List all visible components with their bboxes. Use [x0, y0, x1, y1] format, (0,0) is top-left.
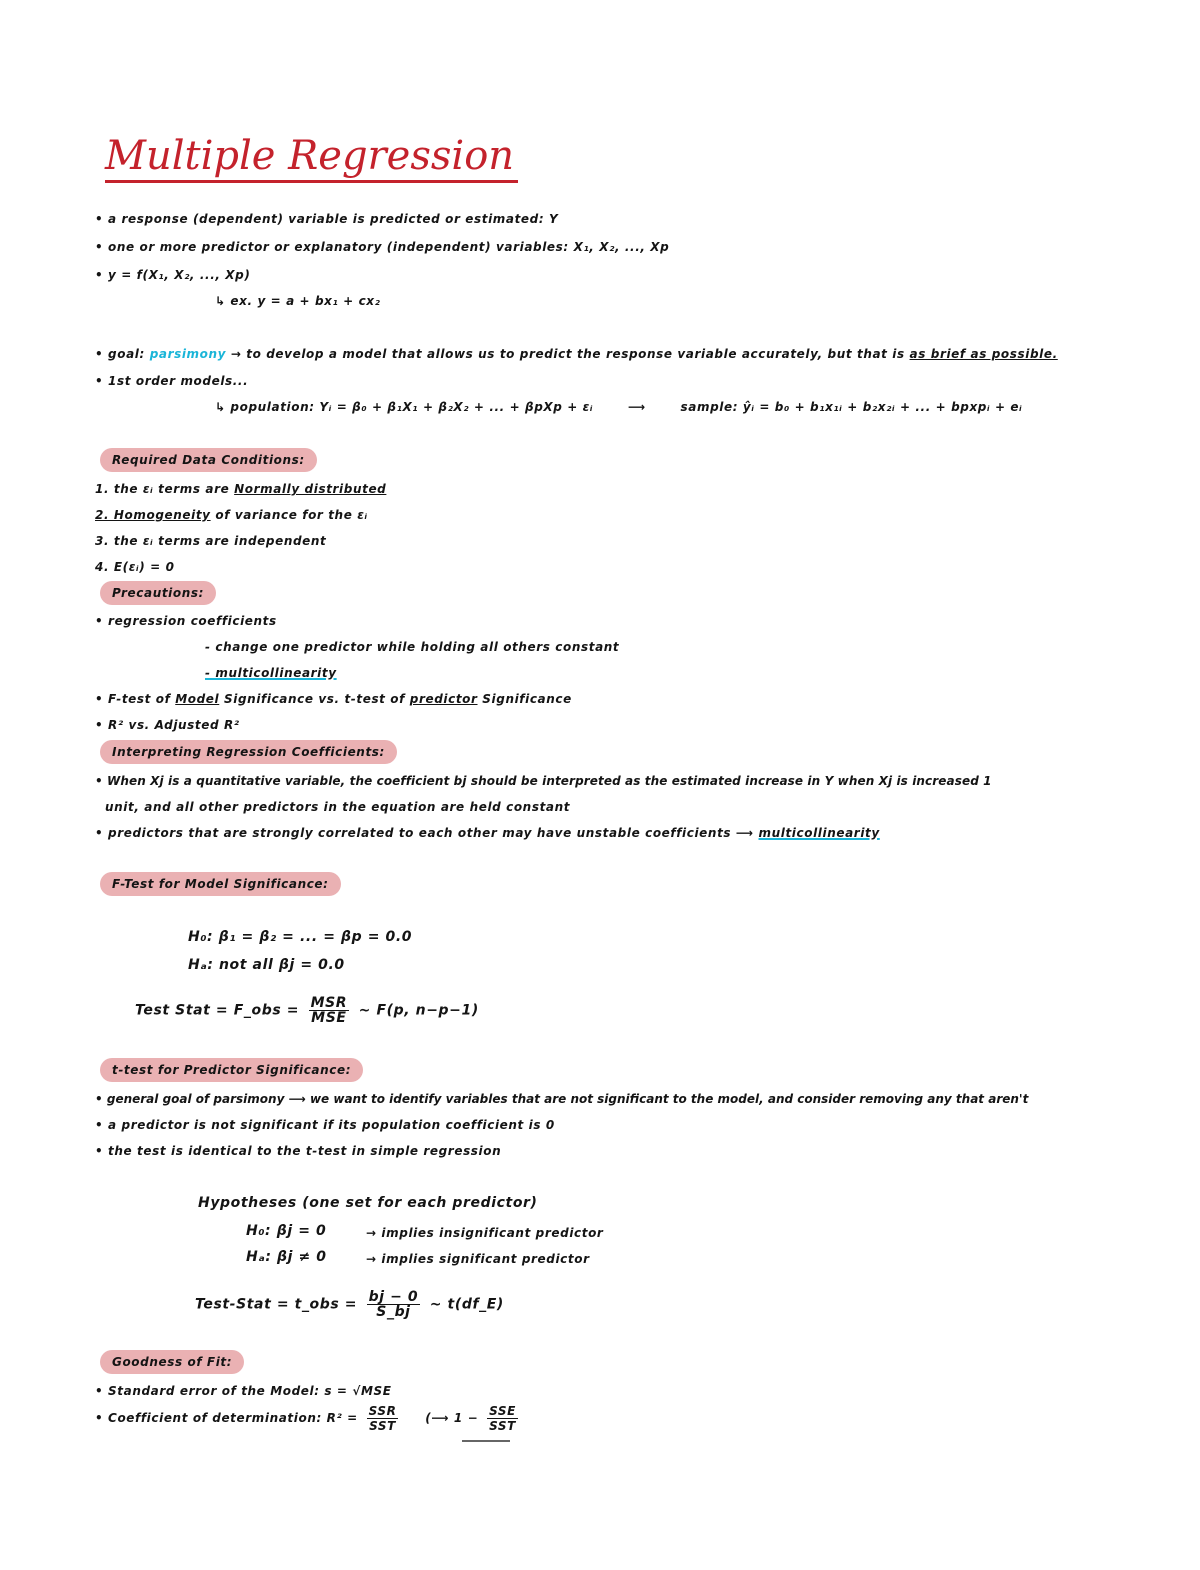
r2-fraction	[367, 1404, 399, 1433]
intro-bullet-function: • y = f(X₁, X₂, ..., Xp)	[95, 268, 251, 282]
section-heading-f-test: F-Test for Model Significance:	[100, 872, 341, 896]
precaution-1: • regression coefficients	[95, 614, 277, 628]
precaution-2-a: • F-test of	[95, 692, 171, 706]
goal-underlined: as brief as possible.	[909, 347, 1058, 361]
condition-1	[95, 480, 386, 498]
t-test-hypotheses-label: Hypotheses (one set for each predictor)	[198, 1195, 538, 1211]
r2-numerator: SSR	[368, 1404, 397, 1418]
r2-alt-numerator: SSE	[489, 1404, 516, 1418]
section-heading-t-test: t-test for Predictor Significance:	[100, 1058, 363, 1082]
r2-alt-denominator: SST	[489, 1419, 516, 1433]
t-test-stat-prefix: Test-Stat = t_obs =	[195, 1296, 358, 1313]
f-test-denominator: MSE	[311, 1010, 347, 1026]
condition-3: 3. the εᵢ terms are independent	[95, 534, 327, 548]
precaution-2-predictor: predictor	[409, 692, 478, 706]
interpreting-1b: unit, and all other predictors in the equation are held constant	[105, 800, 571, 814]
f-test-stat-prefix: Test Stat = F_obs =	[135, 1002, 300, 1019]
intro-example: ↳ ex. y = a + bx₁ + cx₂	[215, 294, 381, 308]
t-test-2: • a predictor is not significant if its population coefficient is 0	[95, 1118, 555, 1132]
condition-2	[95, 506, 368, 524]
f-test-stat-suffix: ~ F(p, n−p−1)	[358, 1002, 479, 1019]
first-order-label: • 1st order models...	[95, 374, 249, 388]
f-test-fraction	[309, 996, 350, 1025]
page-continuation-mark	[462, 1440, 510, 1442]
f-test-numerator: MSR	[310, 995, 348, 1011]
precaution-2-model: Model	[175, 692, 220, 706]
precaution-3: • R² vs. Adjusted R²	[95, 718, 240, 732]
t-test-stat-suffix: ~ t(df_E)	[429, 1296, 504, 1313]
interpreting-1: • When Xj is a quantitative variable, the coefficient bj should be interpreted as the estimated increase in Y when Xj is increased 1	[95, 774, 992, 788]
page-title: Multiple Regression	[105, 132, 518, 183]
first-order-models	[215, 398, 1022, 416]
r2-alt-prefix: (⟶ 1 −	[425, 1411, 479, 1425]
r2-denominator: SST	[369, 1419, 396, 1433]
t-test-denominator: S_bj	[376, 1304, 411, 1320]
population-model: ↳ population: Yᵢ = β₀ + β₁X₁ + β₂X₂ + ... + βpXp + εᵢ	[215, 400, 594, 414]
f-test-h0: H₀: β₁ = β₂ = ... = βp = 0.0	[188, 929, 413, 945]
t-test-ha: Hₐ: βj ≠ 0	[246, 1249, 327, 1265]
f-test-ha: Hₐ: not all βj = 0.0	[188, 957, 345, 973]
condition-2-text: of variance for the εᵢ	[215, 508, 368, 522]
condition-1-underlined: Normally distributed	[234, 482, 387, 496]
goodness-2-prefix: • Coefficient of determination: R² =	[95, 1411, 358, 1425]
sample-model: sample: ŷᵢ = b₀ + b₁x₁ᵢ + b₂x₂ᵢ + ... + bpxpᵢ + eᵢ	[680, 400, 1023, 414]
intro-bullet-response: • a response (dependent) variable is predicted or estimated: Y	[95, 212, 559, 226]
interpreting-2-text: • predictors that are strongly correlated to each other may have unstable coefficients ⟶	[95, 826, 754, 840]
t-test-numerator: bj − 0	[368, 1289, 419, 1305]
condition-1-text: 1. the εᵢ terms are	[95, 482, 230, 496]
section-heading-precautions: Precautions:	[100, 581, 216, 605]
t-test-1: • general goal of parsimony ⟶ we want to identify variables that are not significant to the model, and consider removing any that aren't	[95, 1092, 1029, 1106]
precaution-2-b: Significance vs. t-test of	[224, 692, 405, 706]
goal-rest: → to develop a model that allows us to predict the response variable accurately, but that is	[230, 347, 905, 361]
goal-prefix: • goal:	[95, 347, 145, 361]
f-test-stat	[135, 996, 479, 1025]
precaution-1b	[205, 664, 337, 682]
condition-2-underlined: 2. Homogeneity	[95, 508, 211, 522]
precaution-1b-text: - multicollinearity	[205, 666, 337, 680]
t-test-3: • the test is identical to the t-test in simple regression	[95, 1144, 502, 1158]
t-test-fraction	[367, 1290, 421, 1319]
goodness-1: • Standard error of the Model: s = √MSE	[95, 1384, 392, 1398]
t-test-h0: H₀: βj = 0	[246, 1223, 327, 1239]
section-heading-goodness-of-fit: Goodness of Fit:	[100, 1350, 244, 1374]
interpreting-2-keyword: multicollinearity	[758, 826, 880, 840]
goal-keyword: parsimony	[149, 347, 227, 361]
t-test-ha-note: → implies significant predictor	[366, 1252, 590, 1266]
section-heading-required-conditions: Required Data Conditions:	[100, 448, 317, 472]
r2-alt-fraction	[487, 1404, 518, 1433]
precaution-1a: - change one predictor while holding all others constant	[205, 640, 620, 654]
precaution-2	[95, 690, 572, 708]
section-heading-interpreting: Interpreting Regression Coefficients:	[100, 740, 397, 764]
goodness-2	[95, 1404, 522, 1433]
precaution-2-c: Significance	[482, 692, 572, 706]
intro-bullet-predictors: • one or more predictor or explanatory (independent) variables: X₁, X₂, ..., Xp	[95, 240, 670, 254]
condition-4: 4. E(εᵢ) = 0	[95, 560, 175, 574]
interpreting-2	[95, 824, 880, 842]
t-test-h0-note: → implies insignificant predictor	[366, 1226, 604, 1240]
arrow-icon: ⟶	[627, 400, 646, 414]
goal-line	[95, 345, 1058, 363]
t-test-stat	[195, 1290, 504, 1319]
